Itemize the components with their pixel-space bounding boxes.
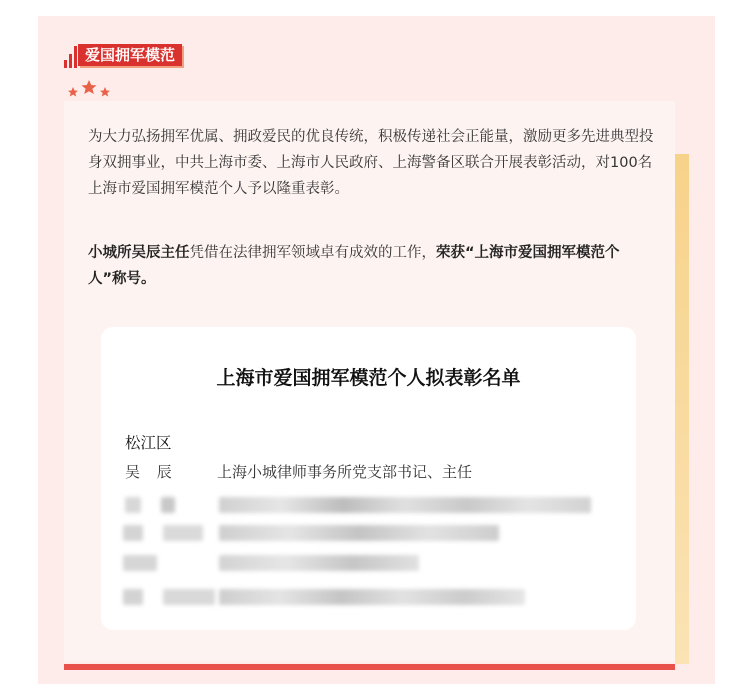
stars-icon [67,78,113,98]
blurred-row [123,555,603,571]
decorative-bottom-bar [64,664,675,670]
entry-name: 吴 辰 [125,463,178,481]
award-subject: 小城所吴辰主任 [88,245,190,261]
intro-paragraph: 为大力弘扬拥军优属、拥政爱民的优良传统，积极传递社会正能量，激励更多先进典型投身双拥事业，中共上海市委、上海市人民政府、上海警备区联合开展表彰活动，对100名上海市爱国拥军模范个人予以隆重表彰。 [88,129,654,197]
blurred-row [123,497,603,513]
blurred-row [123,589,603,605]
award-paragraph [88,240,658,292]
award-middle: 凭借在法律拥军领域卓有成效的工作， [189,245,436,261]
section-badge: 爱国拥军模范 [78,44,182,66]
signal-bars-icon [64,46,78,68]
decorative-gold-bar [675,154,689,664]
document-title: 上海市爱国拥军模范个人拟表彰名单 [216,367,521,389]
entry-position: 上海小城律师事务所党支部书记、主任 [217,463,473,481]
district-label: 松江区 [125,434,172,452]
document-image [101,327,636,630]
entry-row [125,461,472,482]
award-title: 荣获“上海市爱国拥军模范个人”称号。 [88,245,620,287]
blurred-row [123,525,603,541]
